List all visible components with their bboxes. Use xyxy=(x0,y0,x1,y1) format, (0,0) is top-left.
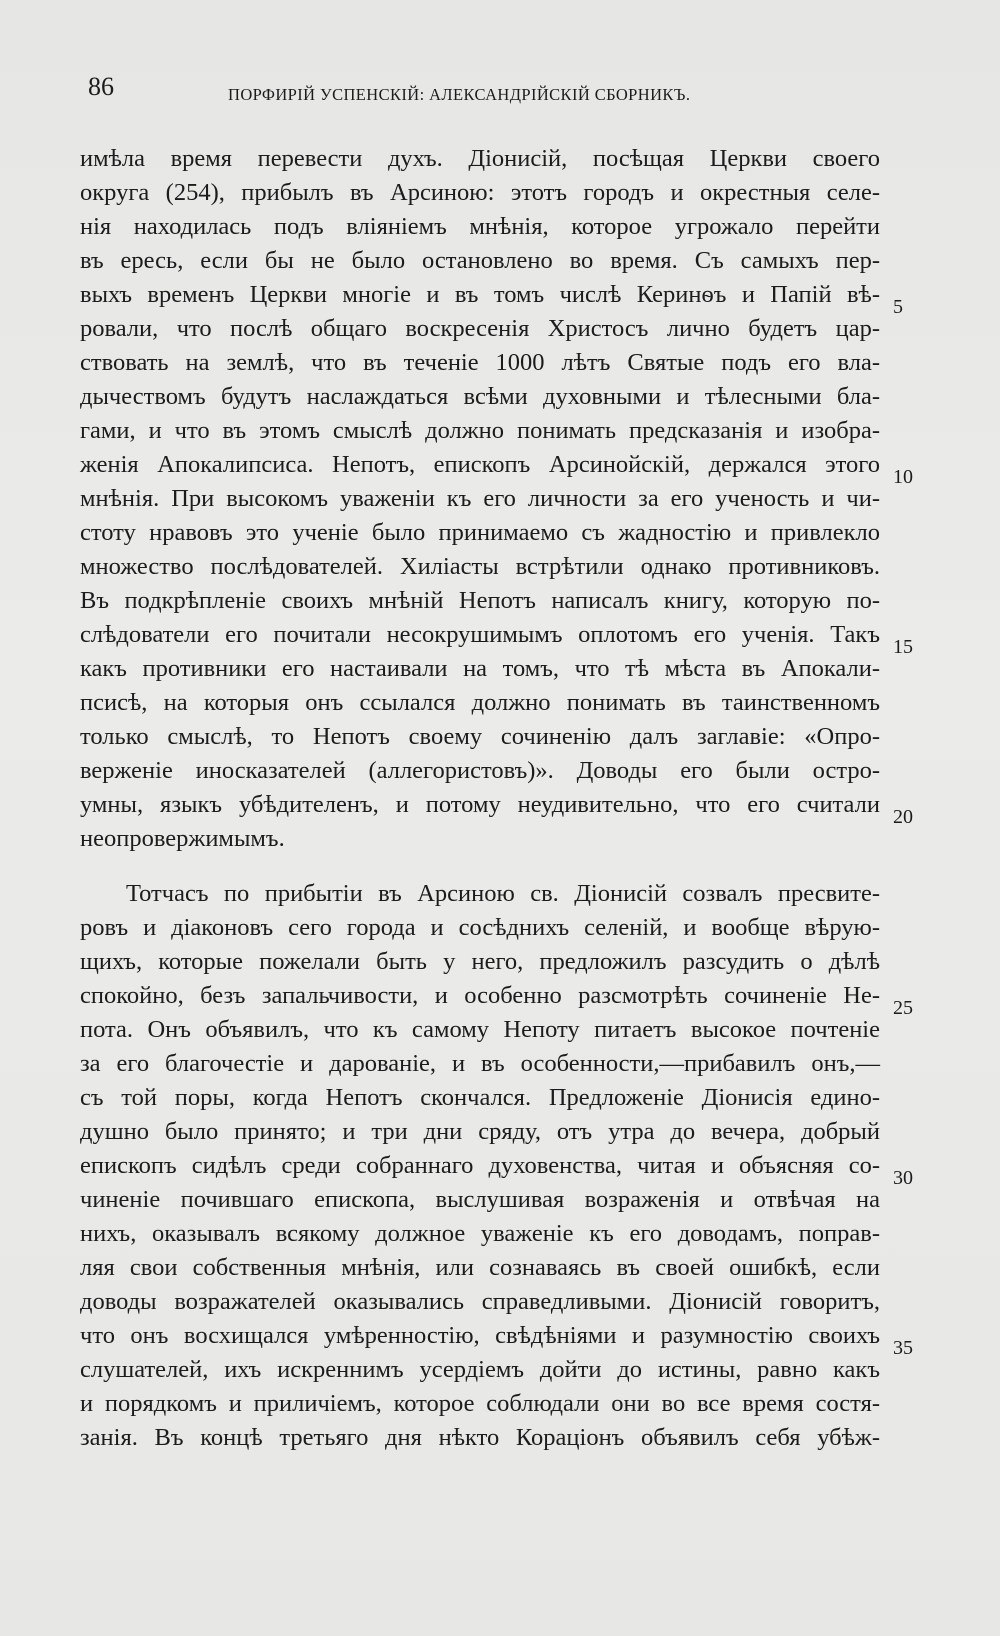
text-line: стоту нравовъ это ученіе было принимаемо съ жадностію и привлекло xyxy=(80,519,880,546)
text-line: щихъ, которые пожелали быть у него, предложилъ разсудить о дѣлѣ xyxy=(80,948,880,975)
line-number-marker: 30 xyxy=(893,1167,913,1189)
text-line: ровъ и діаконовъ сего города и сосѣднихъ селеній, и вообще вѣрую- xyxy=(80,914,880,941)
text-line: неопровержимымъ. xyxy=(80,825,285,852)
text-line: слушателей, ихъ искреннимъ усердіемъ дойти до истины, равно какъ xyxy=(80,1356,880,1383)
text-line: ляя свои собственныя мнѣнія, или сознаваясь въ своей ошибкѣ, если xyxy=(80,1254,880,1281)
text-line: нихъ, оказывалъ всякому должное уваженіе къ его доводамъ, поправ- xyxy=(80,1220,880,1247)
text-line: занія. Въ концѣ третьяго дня нѣкто Кораціонъ объявилъ себя убѣж- xyxy=(80,1424,880,1451)
text-line: умны, языкъ убѣдителенъ, и потому неудивительно, что его считали xyxy=(80,791,880,818)
line-number-marker: 5 xyxy=(893,296,903,318)
text-line: Тотчасъ по прибытіи въ Арсиною св. Діонисій созвалъ пресвите- xyxy=(126,880,880,907)
text-line: пота. Онъ объявилъ, что къ самому Непоту питаетъ высокое почтеніе xyxy=(80,1016,880,1043)
text-line: нія находилась подъ вліяніемъ мнѣнія, которое угрожало перейти xyxy=(80,213,880,240)
line-number-marker: 25 xyxy=(893,997,913,1019)
running-title: ПОРФИРІЙ УСПЕНСКІЙ: АЛЕКСАНДРІЙСКІЙ СБОРНИКЪ. xyxy=(228,85,691,104)
text-line: епископъ сидѣлъ среди собраннаго духовенства, читая и объясняя со- xyxy=(80,1152,880,1179)
text-line: псисѣ, на которыя онъ ссылался должно понимать въ таинственномъ xyxy=(80,689,880,716)
text-line: женія Апокалипсиса. Непотъ, епископъ Арсинойскій, держался этого xyxy=(80,451,880,478)
text-line: съ той поры, когда Непотъ скончался. Предложеніе Діонисія едино- xyxy=(80,1084,880,1111)
text-line: что онъ восхищался умѣренностію, свѣдѣніями и разумностію своихъ xyxy=(80,1322,880,1349)
text-line: душно было принято; и три дни сряду, отъ утра до вечера, добрый xyxy=(80,1118,880,1145)
line-number-marker: 10 xyxy=(893,466,913,488)
text-line: чиненіе почившаго епископа, выслушивая возраженія и отвѣчая на xyxy=(80,1186,880,1213)
text-line: спокойно, безъ запальчивости, и особенно разсмотрѣть сочиненіе Не- xyxy=(80,982,880,1009)
text-line: дычествомъ будутъ наслаждаться всѣми духовными и тѣлесными бла- xyxy=(80,383,880,410)
text-line: за его благочестіе и дарованіе, и въ особенности,—прибавилъ онъ,— xyxy=(80,1050,880,1077)
text-line: имѣла время перевести духъ. Діонисій, посѣщая Церкви своего xyxy=(80,145,880,172)
text-line: какъ противники его настаивали на томъ, что тѣ мѣста въ Апокали- xyxy=(80,655,880,682)
text-line: гами, и что въ этомъ смыслѣ должно понимать предсказанія и изобра- xyxy=(80,417,880,444)
page-header xyxy=(88,72,888,112)
text-line: мнѣнія. При высокомъ уваженіи къ его личности за его ученость и чи- xyxy=(80,485,880,512)
text-line: ровали, что послѣ общаго воскресенія Христосъ лично будетъ цар- xyxy=(80,315,880,342)
line-number-marker: 35 xyxy=(893,1337,913,1359)
line-number-marker: 20 xyxy=(893,806,913,828)
text-line: ствовать на землѣ, что въ теченіе 1000 лѣтъ Святые подъ его вла- xyxy=(80,349,880,376)
text-line: слѣдователи его почитали несокрушимымъ оплотомъ его ученія. Такъ xyxy=(80,621,880,648)
text-line: верженіе иносказателей (аллегористовъ)». Доводы его были остро- xyxy=(80,757,880,784)
text-line: доводы возражателей оказывались справедливыми. Діонисій говоритъ, xyxy=(80,1288,880,1315)
text-line: въ ересь, если бы не было остановлено во время. Съ самыхъ пер- xyxy=(80,247,880,274)
line-number-marker: 15 xyxy=(893,636,913,658)
text-line: множество послѣдователей. Хиліасты встрѣтили однако противниковъ. xyxy=(80,553,880,580)
text-line: только смыслѣ, то Непотъ своему сочиненію далъ заглавіе: «Опро- xyxy=(80,723,880,750)
text-line: и порядкомъ и приличіемъ, которое соблюдали они во все время состя- xyxy=(80,1390,880,1417)
page-number: 86 xyxy=(88,72,114,101)
text-line: выхъ временъ Церкви многіе и въ томъ числѣ Керинѳъ и Папій вѣ- xyxy=(80,281,880,308)
text-line: округа (254), прибылъ въ Арсиною: этотъ городъ и окрестныя селе- xyxy=(80,179,880,206)
text-line: Въ подкрѣпленіе своихъ мнѣній Непотъ написалъ книгу, которую по- xyxy=(80,587,880,614)
